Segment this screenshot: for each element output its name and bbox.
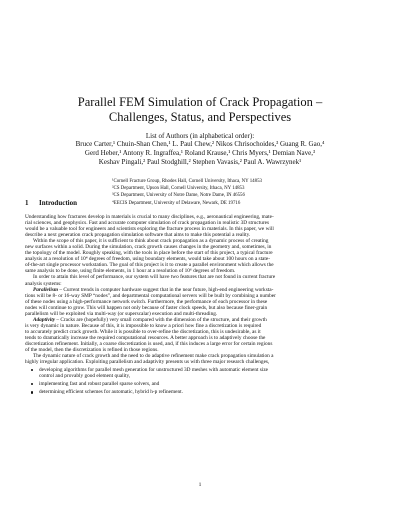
adaptivity-label: Adaptivity [33,316,56,323]
bullet-text: developing algorithms for parallel mesh generation for unstructured 3D meshes with automatic element size [39,367,269,374]
text-line: is very dynamic in nature. Because of this, it is impossible to know a priori how fine a discretization is required [25,322,262,329]
affiliation-list [112,178,352,207]
bullet-item [25,389,375,395]
text-line: Understanding how fractures develop in materials is crucial to many disciplines, e.g., aeronautical engineering, mate- [25,214,274,220]
page-number: 1 [198,482,202,488]
text-line: highly irregular application. Exploiting parallelism and adaptivity presents us with three major research challenges, [25,359,270,366]
author-line: Bruce Carter,¹ Chuin-Shan Chen,¹ L. Paul Chew,² Nikos Chrisochoides,³ Guang R. Gao,⁴ [75,140,325,148]
title-line: Challenges, Status, and Perspectives [108,110,292,124]
text-line: analysis systems: [25,280,62,287]
author-line: Keshav Pingali,² Paul Stodghill,² Stephen Vavasis,² Paul A. Wawrzynek¹ [98,158,302,166]
affiliation: ¹Cornell Fracture Group, Rhodes Hall, Cornell University, Ithaca, NY 14853 [112,179,262,184]
section-heading [25,199,77,208]
text-line: nodes will continue to grow. This will happen not only because of faster clock speeds, but also because finer-grain [25,304,268,311]
section-number: 1 [25,199,29,207]
text-line: of the model, then the discretization is refined in those regions. [25,347,159,354]
bullet-text: determining efficient schemes for automatic, hybrid h-p refinement. [39,389,183,396]
text-line: describe a next generation crack propagation simulation software that aims to make this potential a reality. [25,232,251,239]
text-line: to accurately predict crack growth. While it is possible to over-refine the discretization, this is undesirable, as it [25,328,261,335]
text-line: parallelism will be exploited via multi-way (or superscalar) execution and multi-threading. [25,310,218,317]
affiliation: ⁴EECIS Department, University of Delaware, Newark, DE 19716 [112,200,241,206]
text-run: – Current trends in computer hardware suggest that in the near future, high-end engineering worksta- [58,286,274,293]
text-line: The dynamic nature of crack growth and the need to do adaptive refinement make crack propagation simulation a [33,353,274,360]
text-line: the topology of the model. Roughly speaking, with the tools in place before the start of this project, a typical fracture [25,250,273,257]
text-line: would be a valuable tool for engineers and scientists exploring the fracture process in materials. In this paper, we will [25,226,274,233]
paper-title [40,95,360,125]
bullet-item [25,381,375,387]
text-run: – Cracks are (hopefully) very small compared with the dimension of the structure, and their growth [55,316,267,323]
text-line: new surfaces within a solid. During the simulation, crack growth causes changes in the geometry and, sometimes, in [25,244,272,251]
parallelism-label: Parallelism [33,286,59,293]
text-line: rial sciences, and geophysics. Fast and accurate computer simulation of crack propagation in realistic 3D structures [25,220,270,227]
bullet-icon [31,369,33,371]
text-line: Within the scope of this paper, it is sufficient to think about crack propagation as a dynamic process of creating [33,238,269,245]
bullet-icon [31,383,33,385]
author-list [20,140,380,167]
title-line: Parallel FEM Simulation of Crack Propagation – [77,95,323,109]
authors-label: List of Authors (in alphabetical order): [145,132,255,140]
text-line: of-the-art single processor workstation. The goal of this project is it to create a parallel environment which allows the [25,262,274,269]
text-line: analysis at a resolution of 10⁴ degrees of freedom, using boundary elements, would take about 100 hours on a state- [25,256,270,263]
bullet-item [25,367,375,373]
section-title: Introduction [39,199,77,207]
body-text [25,214,375,395]
text-line: discretization refinement. Initially, a coarse discretization is used, and, if this induces a large error for certain regions [25,340,273,347]
text-line: In order to attain this level of performance, our system will have two features that are not found in current fracture [33,274,276,281]
bullet-icon [31,391,33,393]
text-line: of these nodes using a high-performance network switch. Furthermore, the performance of each processor in these [25,298,268,305]
bullet-text: implementing fast and robust parallel sparse solvers, and [39,381,160,388]
affiliation: ²CS Department, Upson Hall, Cornell University, Ithaca, NY 14853 [112,186,245,192]
author-line: Gerd Heber,¹ Antony R. Ingraffea,¹ Roland Krause,¹ Chris Myers,¹ Demian Nave,³ [84,149,316,157]
affiliation: ³CS Department, University of Notre Dame, Notre Dame, IN 46556 [112,193,245,199]
text-line: tends to dramatically increase the required computational resources. A better approach is to adaptively choose the [25,334,266,341]
text-line: tions will be 8- or 16-way SMP “nodes”, and departmental computational servers will be built by combining a number [25,292,276,299]
text-line: same analysis to be done, using finite elements, in 1 hour at a resolution of 10⁶ degrees of freedom. [25,268,236,275]
bullet-text: control and provably good element quality, [39,373,131,380]
